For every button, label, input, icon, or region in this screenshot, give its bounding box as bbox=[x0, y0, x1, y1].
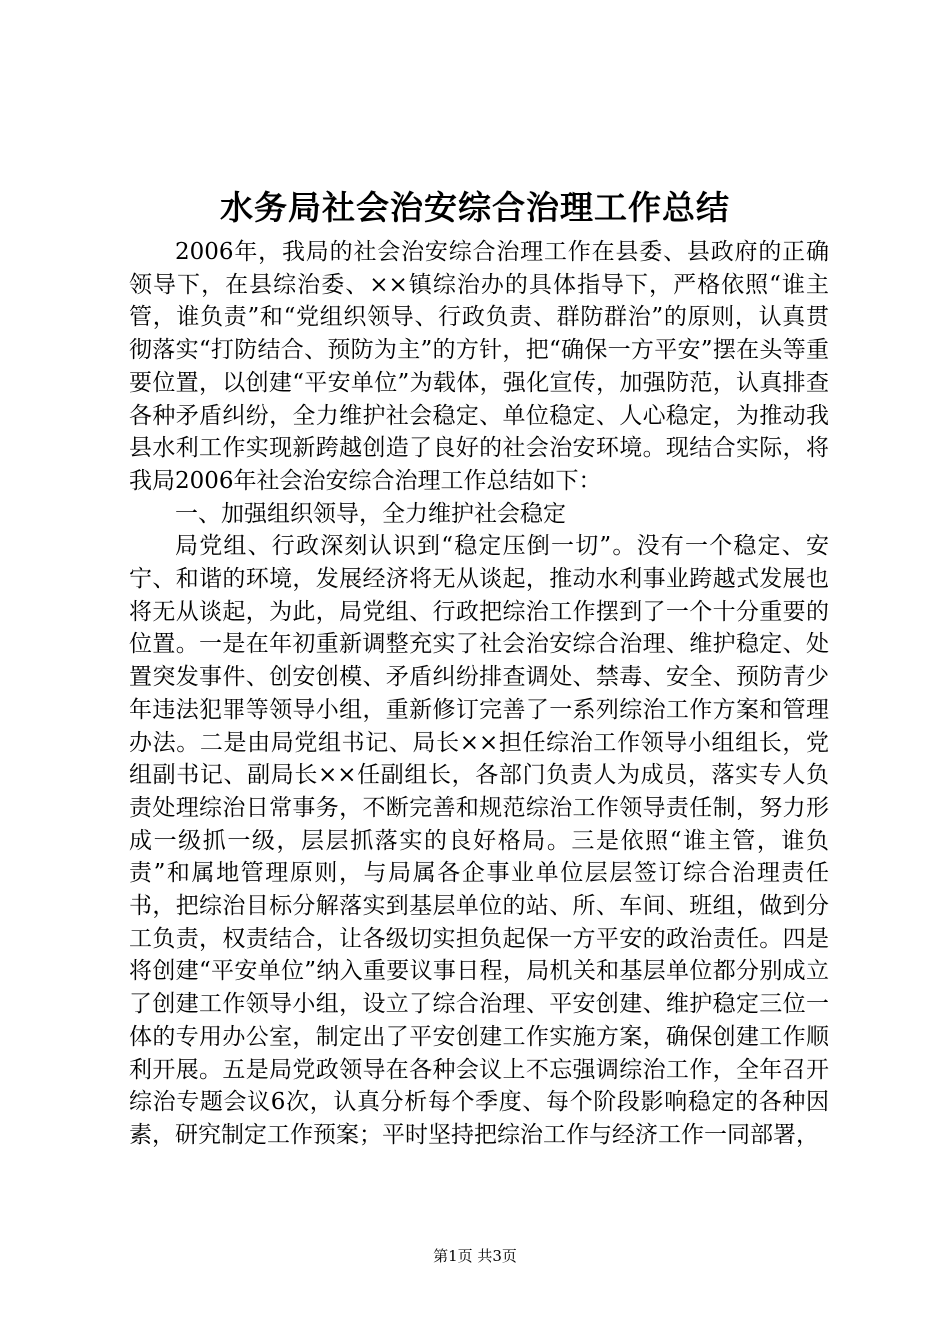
document-title: 水务局社会治安综合治理工作总结 bbox=[220, 188, 730, 227]
page-footer: 第1页 共3页 bbox=[433, 1247, 517, 1265]
paragraph-section-1: 局党组、行政深刻认识到“稳定压倒一切”。没有一个稳定、安宁、和谐的环境，发展经济将无从谈起，推动水利事业跨越式发展也将无从谈起，为此，局党组、行政把综治工作摆到了一个十分重要的位置。一是在年初重新调整充实了社会治安综合治理、维护稳定、处置突发事件、创安创模、矛盾纠纷排查调处、禁毒、安全、预防青少年违法犯罪等领导小组，重新修订完善了一系列综治工作方案和管理办法。二是由局党组书记、局长××担任综治工作领导小组组长，党组副书记、副局长××任副组长，各部门负责人为成员，落实专人负责处理综治日常事务，不断完善和规范综治工作领导责任制，努力形成一级抓一级，层层抓落实的良好格局。三是依照“谁主管，谁负责”和属地管理原则，与局属各企事业单位层层签订综合治理责任书，把综治目标分解落实到基层单位的站、所、车间、班组，做到分工负责，权责结合，让各级切实担负起保一方平安的政治责任。四是将创建“平安单位”纳入重要议事日程，局机关和基层单位都分别成立了创建工作领导小组，设立了综合治理、平安创建、维护稳定三位一体的专用办公室，制定出了平安创建工作实施方案，确保创建工作顺利开展。五是局党政领导在各种会议上不忘强调综治工作，全年召开综治专题会议6次，认真分析每个季度、每个阶段影响稳定的各种因素，研究制定工作预案；平时坚持把综治工作与经济工作一同部署， bbox=[129, 533, 829, 1148]
document-body bbox=[129, 236, 829, 1152]
section-heading-1: 一、加强组织领导，全力维护社会稳定 bbox=[175, 500, 566, 527]
paragraph-intro: 2006年，我局的社会治安综合治理工作在县委、县政府的正确领导下，在县综治委、××镇综治办的具体指导下，严格依照“谁主管，谁负责”和“党组织领导、行政负责、群防群治”的原则，认真贯彻落实“打防结合、预防为主”的方针，把“确保一方平安”摆在头等重要位置，以创建“平安单位”为载体，强化宣传，加强防范，认真排查各种矛盾纠纷，全力维护社会稳定、单位稳定、人心稳定，为推动我县水利工作实现新跨越创造了良好的社会治安环境。现结合实际，将我局2006年社会治安综合治理工作总结如下： bbox=[129, 239, 829, 494]
